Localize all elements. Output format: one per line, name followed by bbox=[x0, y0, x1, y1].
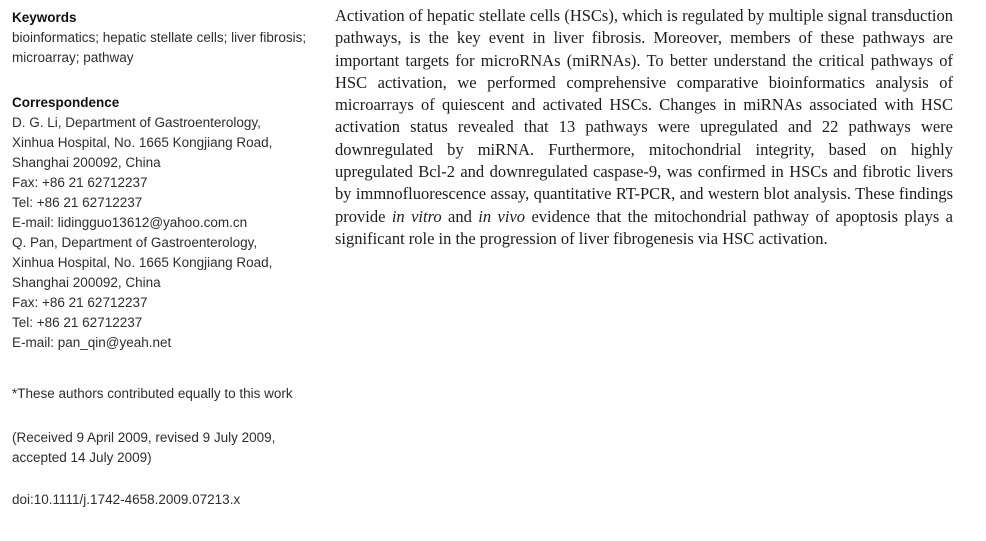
abstract-italic-segment: in vivo bbox=[478, 206, 526, 226]
doi-block bbox=[12, 490, 320, 510]
correspondence-line: E-mail: pan_qin@yeah.net bbox=[12, 335, 172, 350]
keywords-heading: Keywords bbox=[12, 10, 77, 25]
correspondence-line: Tel: +86 21 62712237 bbox=[12, 195, 143, 210]
correspondence-heading: Correspondence bbox=[12, 95, 120, 110]
correspondence-line: E-mail: lidingguo13612@yahoo.com.cn bbox=[12, 215, 248, 230]
correspondence-line: D. G. Li, Department of Gastroenterology, bbox=[12, 115, 261, 130]
correspondence-lines bbox=[12, 113, 320, 353]
correspondence-line: Q. Pan, Department of Gastroenterology, bbox=[12, 235, 258, 250]
abstract-segment: and bbox=[441, 206, 479, 226]
received-dates-block bbox=[12, 428, 320, 468]
contribution-note-text: *These authors contributed equally to this work bbox=[12, 386, 293, 401]
doi-text: doi:10.1111/j.1742-4658.2009.07213.x bbox=[12, 492, 241, 507]
correspondence-block bbox=[12, 93, 320, 353]
keywords-text: bioinformatics; hepatic stellate cells; liver fibrosis; microarray; pathway bbox=[12, 30, 307, 65]
correspondence-line: Xinhua Hospital, No. 1665 Kongjiang Road, bbox=[12, 255, 273, 270]
received-dates-text: (Received 9 April 2009, revised 9 July 2009, accepted 14 July 2009) bbox=[12, 430, 276, 465]
article-metadata-column bbox=[12, 8, 320, 510]
correspondence-line: Shanghai 200092, China bbox=[12, 275, 161, 290]
abstract-italic-segment: in vitro bbox=[391, 206, 442, 226]
correspondence-line: Fax: +86 21 62712237 bbox=[12, 175, 148, 190]
correspondence-line: Xinhua Hospital, No. 1665 Kongjiang Road, bbox=[12, 135, 273, 150]
abstract-text bbox=[335, 5, 953, 250]
contribution-note bbox=[12, 384, 320, 404]
keywords-block bbox=[12, 8, 320, 68]
correspondence-line: Shanghai 200092, China bbox=[12, 155, 161, 170]
abstract-segment: Activation of hepatic stellate cells (HSCs), which is regulated by multiple signal transduction pathways, is the key event in liver fibrosis. Moreover, members of these pathways are important targets for microRNAs (miRNAs). To better understand the critical pathways of HSC activation, we performed comprehensive comparative bioinformatics analysis of microarrays of quiescent and activated HSCs. Changes in miRNAs associated with HSC activation status revealed that 13 pathways were upregulated and 22 pathways were downregulated by miRNA. Furthermore, mitochondrial integrity, based on highly upregulated Bcl-2 and downregulated caspase-9, was confirmed in HSCs and fibrotic livers by immnofluorescence assay, quantitative RT-PCR, and western blot analysis. These findings provide bbox=[335, 6, 953, 226]
correspondence-line: Tel: +86 21 62712237 bbox=[12, 315, 143, 330]
abstract-segment: evidence that the mitochondrial pathway of apoptosis plays a significant role in the progression of liver fibrogenesis via HSC activation. bbox=[335, 206, 953, 248]
correspondence-line: Fax: +86 21 62712237 bbox=[12, 295, 148, 310]
